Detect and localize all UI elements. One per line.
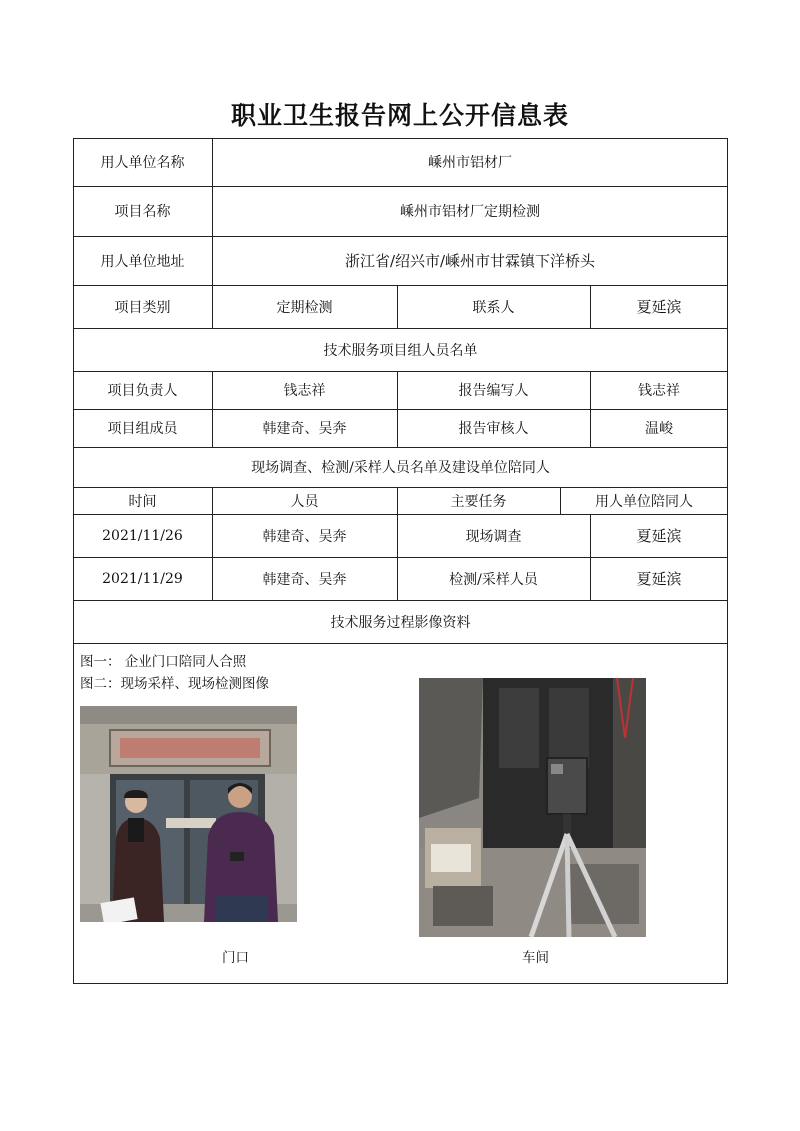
employer-name-label: 用人单位名称 xyxy=(100,155,185,171)
record-1-escort: 夏延滨 xyxy=(636,527,682,545)
team-header: 技术服务项目组人员名单 xyxy=(323,342,478,359)
members-value: 韩建奇、吴奔 xyxy=(262,421,347,437)
reviewer-label: 报告审核人 xyxy=(458,421,529,437)
leader-value: 钱志祥 xyxy=(283,383,326,399)
record-1-staff: 韩建奇、吴奔 xyxy=(262,528,347,545)
project-name-label: 项目名称 xyxy=(114,204,171,220)
project-type-value: 定期检测 xyxy=(276,299,333,316)
contact-value: 夏延滨 xyxy=(636,298,682,316)
record-2-date: 2021/11/29 xyxy=(102,570,183,587)
project-type-label: 项目类别 xyxy=(114,299,171,316)
figure-1-caption: 图一： 企业门口陪同人合照 xyxy=(80,654,247,670)
contact-label: 联系人 xyxy=(472,299,515,316)
writer-value: 钱志祥 xyxy=(638,383,680,399)
employer-address-value: 浙江省/绍兴市/嵊州市甘霖镇下洋桥头 xyxy=(344,252,596,270)
entrance-photo-caption: 门口 xyxy=(222,950,249,966)
entrance-photo xyxy=(80,706,297,922)
members-label: 项目组成员 xyxy=(107,421,178,437)
reviewer-value: 温峻 xyxy=(645,421,673,437)
leader-label: 项目负责人 xyxy=(107,383,178,399)
employer-address-label: 用人单位地址 xyxy=(100,253,185,270)
figure-2-caption: 图二：现场采样、现场检测图像 xyxy=(80,676,269,692)
workshop-photo-caption: 车间 xyxy=(522,950,549,966)
project-name-value: 嵊州市铝材厂定期检测 xyxy=(400,204,540,220)
record-2-staff: 韩建奇、吴奔 xyxy=(262,571,347,588)
col-header-escort: 用人单位陪同人 xyxy=(595,493,693,510)
employer-name-value: 嵊州市铝材厂 xyxy=(428,155,512,171)
record-1-date: 2021/11/26 xyxy=(102,527,183,544)
workshop-photo xyxy=(419,678,646,937)
record-1-task: 现场调查 xyxy=(465,528,522,545)
writer-label: 报告编写人 xyxy=(458,383,529,399)
images-header: 技术服务过程影像资料 xyxy=(330,614,471,631)
col-header-task: 主要任务 xyxy=(450,493,507,510)
page-title: 职业卫生报告网上公开信息表 xyxy=(230,101,569,130)
col-header-time: 时间 xyxy=(128,493,157,510)
survey-header: 现场调查、检测/采样人员名单及建设单位陪同人 xyxy=(251,460,550,476)
col-header-staff: 人员 xyxy=(290,493,319,510)
record-2-escort: 夏延滨 xyxy=(636,570,682,588)
record-2-task: 检测/采样人员 xyxy=(449,571,538,588)
